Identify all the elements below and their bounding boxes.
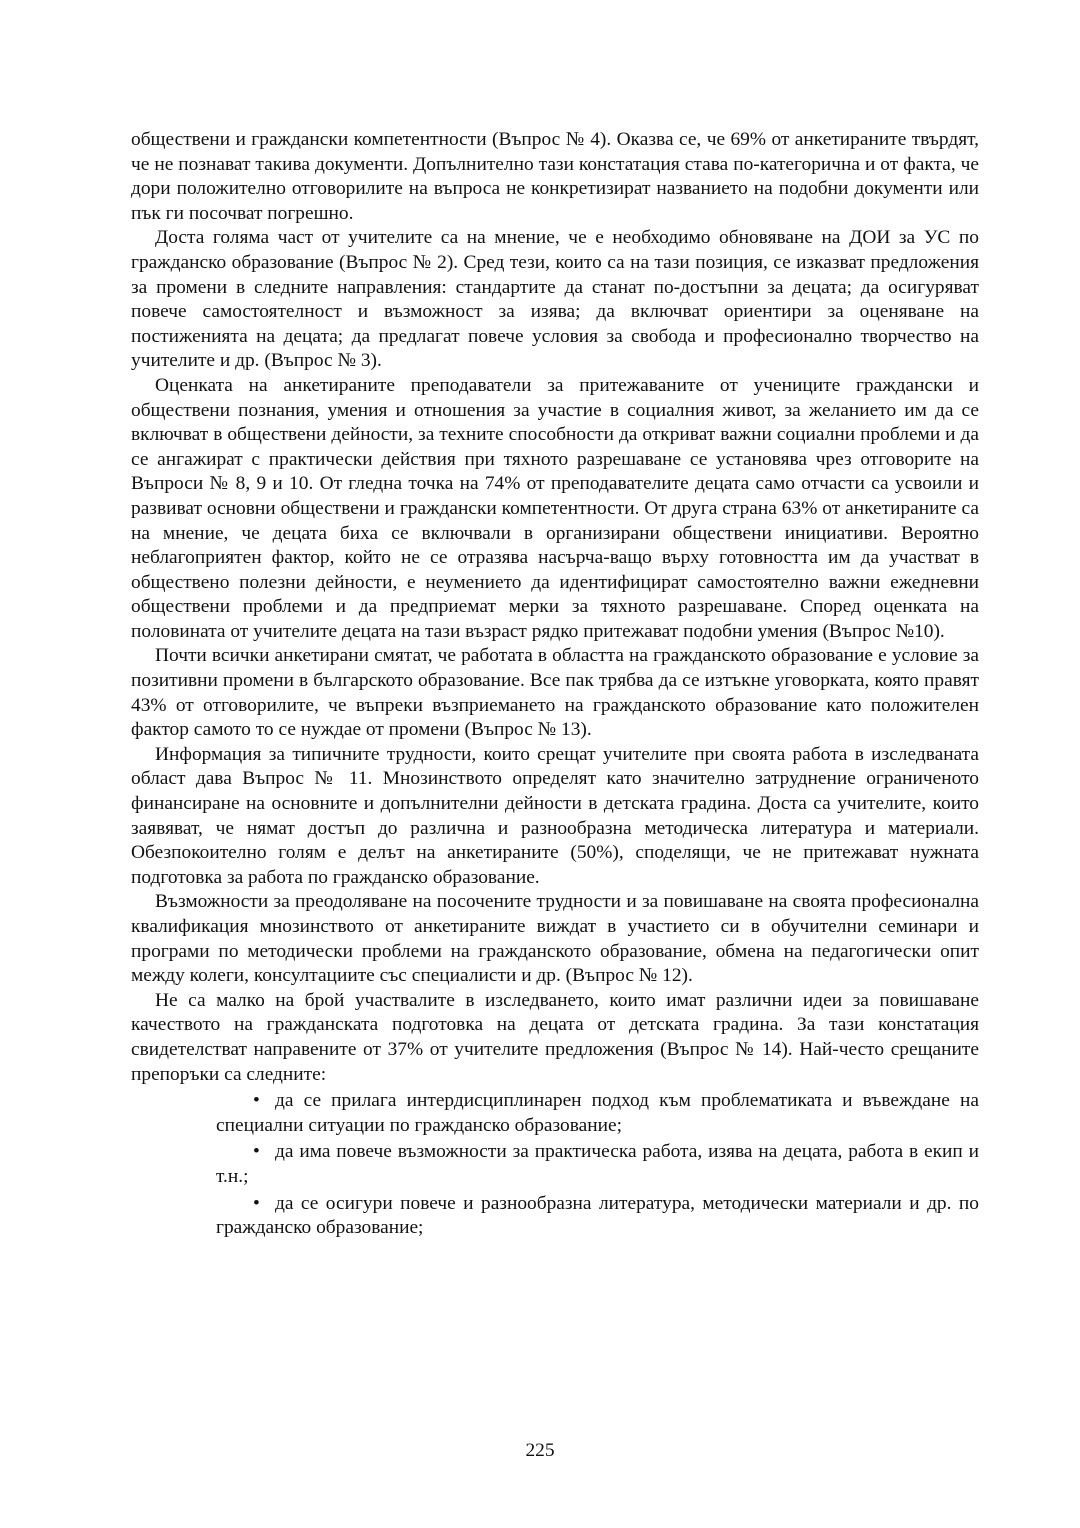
paragraph-3: Оценката на анкетираните преподаватели за притежаваните от учениците граждански и обществени познания, умения и отношения за участие в социалния живот, за желанието им да се включват в обществени дейности, за техните способности да откриват важни социални проблеми и да се ангажират с практически действия при тяхното разрешаване се установява чрез отговорите на Въпроси № 8, 9 и 10. От гледна точка на 74% от преподавателите децата само отчасти са усвоили и развиват основни обществени и граждански компетентности. От друга страна 63% от анкетираните са на мнение, че децата биха се включвали в организирани обществени инициативи. Вероятно неблагоприятен фактор, който не се отразява насърча-ващо върху готовността им да участват в обществено полезни дейности, е неумението да идентифицират самостоятелно важни ежедневни обществени проблеми и да предприемат мерки за тяхното разрешаване. Според оценката на половината от учителите децата на тази възраст рядко притежават подобни умения (Въпрос №10).	[131, 374, 979, 642]
bullet-icon: •	[253, 1090, 260, 1112]
list-item	[216, 1089, 979, 1138]
recommendations-list	[131, 1089, 979, 1241]
list-item-text: да се прилага интердисциплинарен подход към проблематиката и въвеждане на специални ситуации по гражданско образование;	[216, 1090, 979, 1136]
document-body	[131, 128, 979, 1241]
paragraph-1: обществени и граждански компетентности (Въпрос № 4). Оказва се, че 69% от анкетираните твърдят, че не познават такива документи. Допълнително тази констатация става по-категорична и от факта, че дори положително отговорилите на въпроса не конкретизират названието на подобни документи или пък ги посочват погрешно.	[131, 129, 979, 224]
list-item	[216, 1192, 979, 1241]
paragraph-4: Почти всички анкетирани смятат, че работата в областта на гражданското образование е условие за позитивни промени в българското образование. Все пак трябва да се изтъкне уговорката, която правят 43% от отговорилите, че въпреки възприемането на гражданското образование като положителен фактор самото то се нуждае от промени (Въпрос № 13).	[131, 645, 979, 741]
paragraph-7: Не са малко на брой участвалите в изследването, които имат различни идеи за повишаване качеството на гражданската подготовка на децата от детската градина. За тази констатация свидетелстват направените от 37% от учителите предложения (Въпрос № 14). Най-често срещаните препоръки са следните:	[131, 989, 979, 1085]
bullet-icon: •	[253, 1141, 260, 1163]
list-item-text: да има повече възможности за практическа работа, изява на децата, работа в екип и т.н.;	[216, 1141, 979, 1187]
paragraph-2: Доста голяма част от учителите са на мнение, че е необходимо обновяване на ДОИ за УС по гражданско образование (Въпрос № 2). Сред тези, които са на тази позиция, се изказват предложения за промени в следните направления: стандартите да станат по-достъпни за децата; да осигуряват повече самостоятелност и възможност за изява; да включват ориентири за оценяване на постиженията на децата; да предлагат повече условия за свобода и професионално творчество на учителите и др. (Въпрос № 3).	[131, 227, 979, 372]
paragraph-6: Възможности за преодоляване на посочените трудности и за повишаване на своята професионална квалификация мнозинството от анкетираните виждат в участието си в обучителни семинари и програми по методически проблеми на гражданското образование, обмена на педагогически опит между колеги, консултациите със специалисти и др. (Въпрос № 12).	[131, 891, 979, 987]
list-item	[216, 1140, 979, 1189]
bullet-icon: •	[253, 1192, 260, 1214]
paragraph-5: Информация за типичните трудности, които срещат учителите при своята работа в изследваната област дава Въпрос № 11. Мнозинството определят като значително затруднение ограниченото финансиране на основните и допълнителни дейности в детската градина. Доста са учителите, които заявяват, че нямат достъп до различна и разнообразна методическа литература и материали. Обезпокоително голям е делът на анкетираните (50%), споделящи, че не притежават нужната подготовка за работа по гражданско образование.	[131, 743, 979, 888]
list-item-text: да се осигури повече и разнообразна литература, методически материали и др. по гражданско образование;	[216, 1192, 979, 1239]
page-number: 225	[525, 1440, 555, 1461]
